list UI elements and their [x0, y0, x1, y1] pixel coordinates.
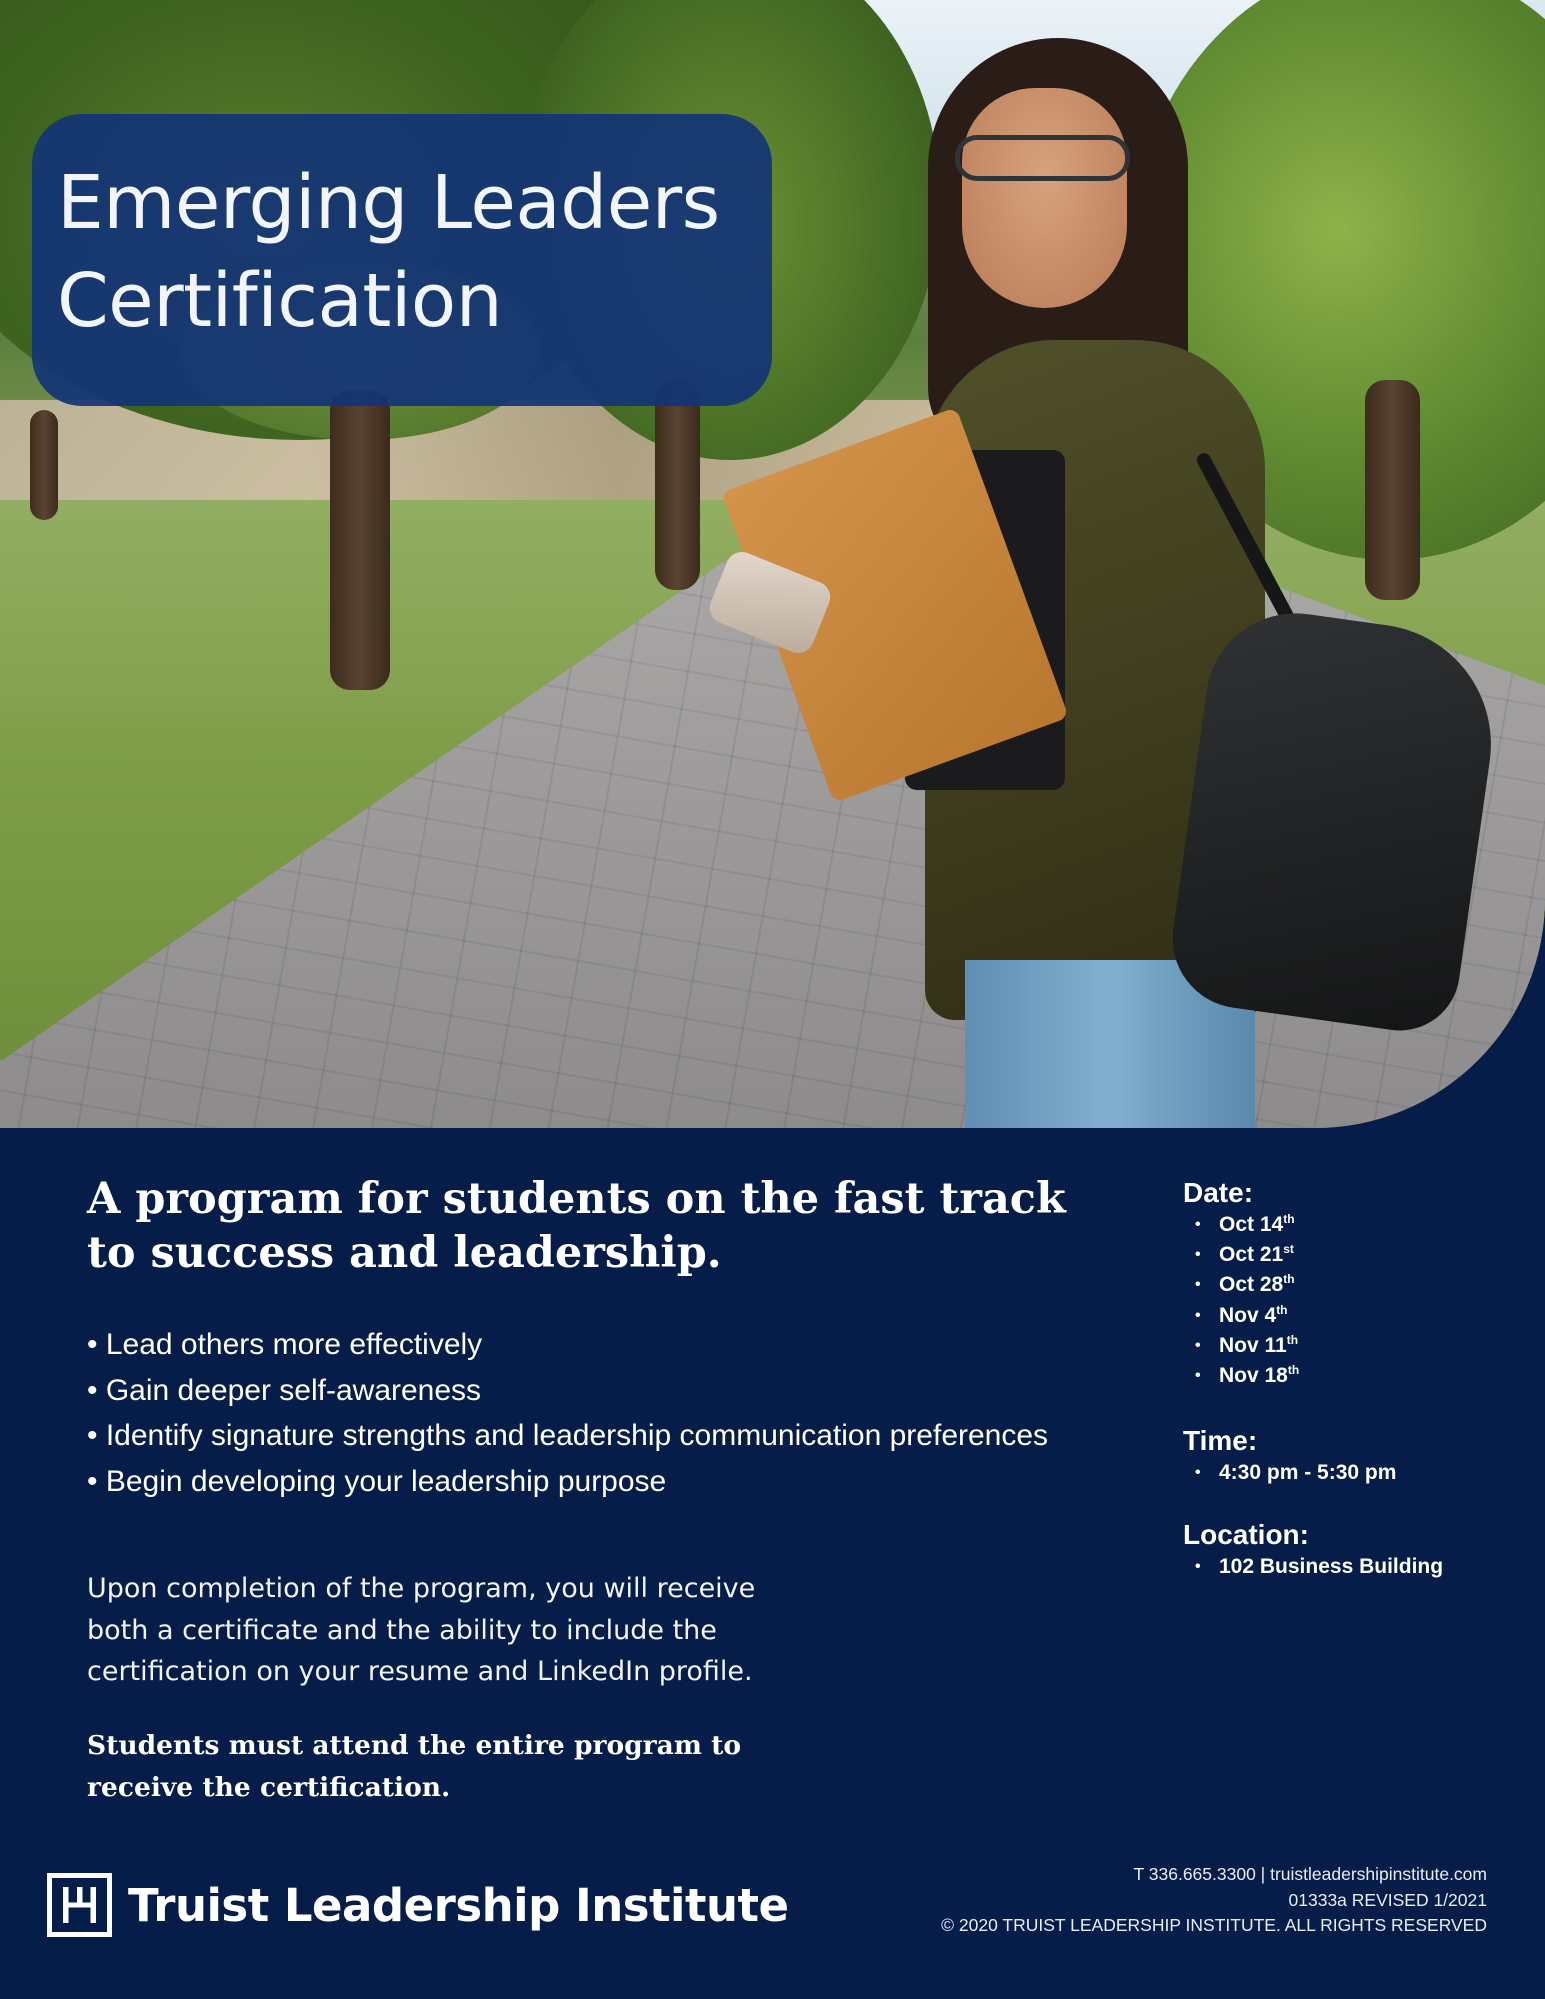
tree-trunk [30, 410, 58, 520]
date-suffix: th [1283, 1272, 1295, 1287]
location-item: • 102 Business Building [1195, 1552, 1443, 1582]
brand-name: Truist Leadership Institute [128, 1879, 789, 1932]
backpack [1164, 602, 1507, 1038]
date-item [1195, 1210, 1299, 1240]
date-suffix: th [1276, 1302, 1288, 1317]
location-list [1183, 1552, 1443, 1582]
contact-line: T 336.665.3300 | truistleadershipinstitute.com [1133, 1864, 1487, 1884]
student-glasses [955, 135, 1130, 181]
date-text: Nov 4 [1219, 1303, 1277, 1327]
time-label: Time: [1183, 1425, 1258, 1456]
title-card [32, 114, 772, 406]
copyright-line: © 2020 TRUIST LEADERSHIP INSTITUTE. ALL RIGHTS RESERVED [941, 1915, 1487, 1935]
date-section [1183, 1176, 1299, 1391]
benefits-list [87, 1322, 1137, 1504]
benefit-item: • Lead others more effectively [87, 1322, 1137, 1368]
benefit-item: • Gain deeper self-awareness [87, 1368, 1137, 1414]
footer-info [887, 1862, 1487, 1939]
tree-trunk [330, 390, 390, 690]
date-item [1195, 1331, 1299, 1361]
date-list [1183, 1210, 1299, 1391]
date-suffix: st [1283, 1242, 1294, 1257]
date-suffix: th [1283, 1212, 1295, 1226]
tree-trunk [1365, 380, 1420, 600]
time-section [1183, 1424, 1396, 1488]
date-item [1195, 1301, 1299, 1331]
date-item [1195, 1361, 1299, 1391]
location-label: Location: [1183, 1519, 1309, 1550]
date-item [1195, 1270, 1299, 1300]
date-label: Date: [1183, 1177, 1254, 1208]
completion-text: Upon completion of the program, you will receive both a certificate and the ability to include the certification on your resume and LinkedIn profile. [87, 1573, 756, 1687]
title-line-1: Emerging Leaders [57, 160, 720, 246]
truist-ti-monogram-icon [47, 1873, 112, 1937]
benefit-item: • Begin developing your leadership purpose [87, 1459, 1137, 1505]
date-text: Nov 18 [1219, 1364, 1288, 1388]
revision-line: 01333a REVISED 1/2021 [1288, 1889, 1487, 1910]
attendance-requirement: Students must attend the entire program to receive the certification. [87, 1730, 741, 1803]
date-item [1195, 1240, 1299, 1270]
date-text: Oct 28 [1219, 1273, 1284, 1297]
time-list [1183, 1458, 1396, 1488]
date-text: Nov 11 [1219, 1333, 1287, 1357]
location-section [1183, 1518, 1443, 1582]
date-text: Oct 21 [1219, 1243, 1284, 1267]
benefit-item: • Identify signature strengths and leadership communication preferences [87, 1413, 1137, 1459]
program-headline: A program for students on the fast track to success and leadership. [87, 1174, 1066, 1278]
date-text: Oct 14 [1219, 1213, 1284, 1236]
date-suffix: th [1286, 1332, 1299, 1347]
tree-trunk [655, 380, 700, 590]
date-suffix: th [1287, 1363, 1300, 1378]
title-line-2: Certification [57, 258, 503, 344]
time-item: • 4:30 pm - 5:30 pm [1195, 1458, 1396, 1488]
student-face [962, 88, 1127, 308]
